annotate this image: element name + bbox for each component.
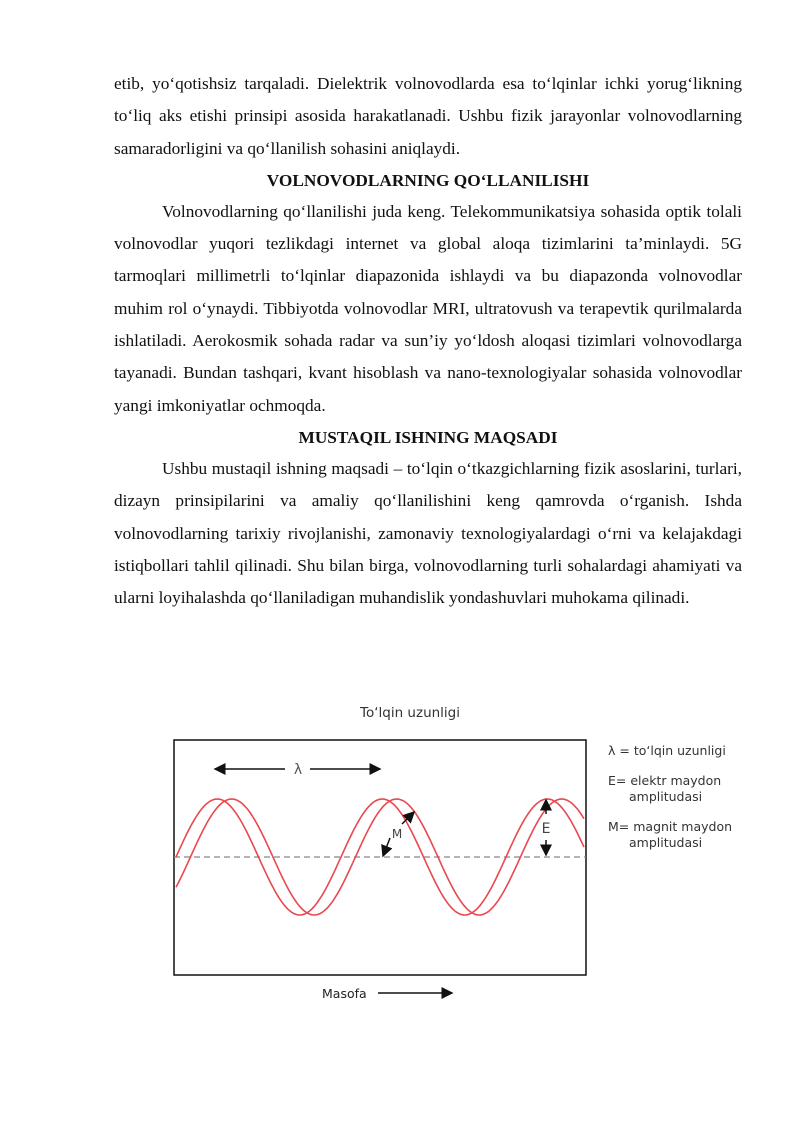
x-axis-label: Masofa (322, 986, 367, 1001)
legend-e-line2: amplitudasi (629, 789, 703, 804)
legend-m (608, 819, 758, 851)
legend-e-line1: E= elektr maydon (608, 773, 722, 788)
text-body (114, 68, 742, 614)
legend-lambda: λ = to‘lqin uzunligi (608, 743, 726, 758)
figure-legend (608, 743, 758, 865)
lambda-arrow (215, 762, 380, 778)
legend-m-line1: M= magnit maydon (608, 819, 733, 834)
heading-goal: MUSTAQIL ISHNING MAQSADI (298, 427, 558, 447)
paragraph-intro: etib, yo‘qotishsiz tarqaladi. Dielektrik volnovodlarda esa to‘lqinlar ichki yorug‘likning to‘liq aks etishi prinsipi asosida harakatlanadi. Ushbu fizik jarayonlar volnovodlarning samaradorligini va qo‘llanilish sohasini aniqlaydi. (114, 74, 742, 158)
e-amplitude-arrow (542, 800, 551, 855)
legend-m-line2: amplitudasi (629, 835, 703, 850)
paragraph-applications: Volnovodlarning qo‘llanilishi juda keng. Telekommunikatsiya sohasida optik tolali volnovodlar yuqori tezlikdagi internet va global aloqa tizimlarini ta’minlaydi. 5G tarmoqlari millimetrli to‘lqinlar diapazonida ishlaydi va bu diapazonda volnovodlar muhim rol o‘ynaydi. Tibbiyotda volnovodlar MRI, ultratovush va terapevtik qurilmalarda ishlatiladi. Aerokosmik sohada radar va sun’iy yo‘ldosh aloqasi tizimlari volnovodlarga tayanadi. Bundan tashqari, kvant hisoblash va nano-texnologiyalar sohasida volnovodlar yangi imkoniyatlar ochmoqda. (114, 201, 742, 415)
figure-title: To‘lqin uzunligi (360, 705, 460, 721)
paragraph-goal: Ushbu mustaqil ishning maqsadi – to‘lqin o‘tkazgichlarning fizik asoslarini, turlari, dizayn prinsipilarini va amaliy qo‘llanilishini keng qamrovda o‘rganish. Ishda volnovodlarning tarixiy rivojlanishi, zamonaviy texnologiyalardagi o‘rni va kelajakdagi istiqbollari tahlil qilinadi. Shu bilan birga, volnovodlarning turli sohalardagi ahamiyati va ularni loyihalashda qo‘llaniladigan muhandislik yondashuvlari muhokama qilinadi. (114, 458, 742, 608)
heading-applications: VOLNOVODLARNING QO‘LLANILISHI (266, 170, 590, 190)
lambda-label: λ (293, 762, 303, 778)
legend-e (608, 773, 758, 805)
e-label: E (541, 821, 551, 837)
m-label: M (391, 827, 403, 841)
m-amplitude-arrow (383, 812, 414, 856)
wavelength-figure (170, 700, 760, 1010)
